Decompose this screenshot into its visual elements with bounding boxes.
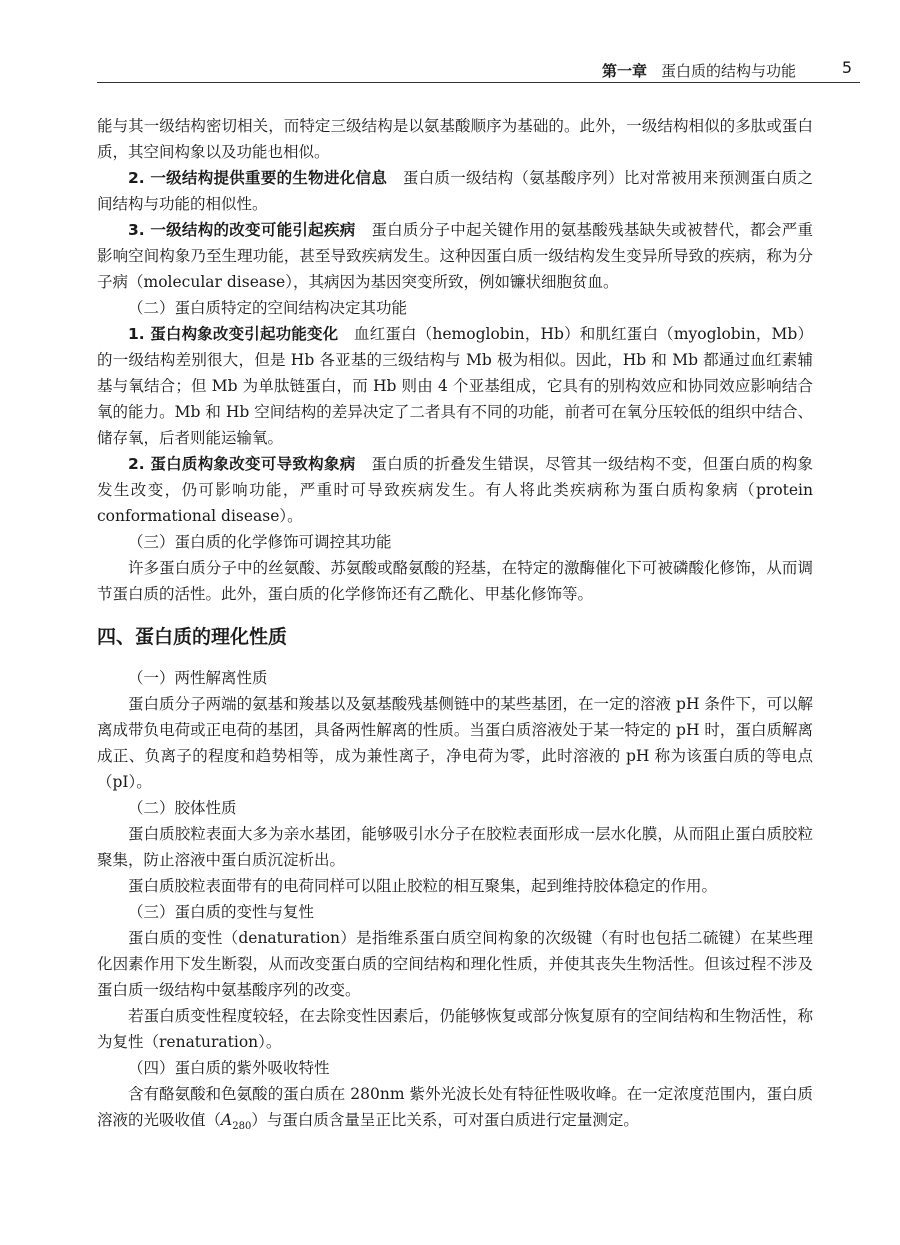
paragraph-body: 蛋白质的折叠发生错误，尽管其一级结构不变，但蛋白质的构象发生改变，仍可影响功能，严重时可导致疾病发生。有人将此类疾病称为蛋白质构象病（protein conformational disease）。 (97, 455, 813, 525)
section-heading: 四、蛋白质的理化性质 (97, 626, 288, 648)
paragraph: 蛋白质胶粒表面大多为亲水基团，能够吸引水分子在胶粒表面形成一层水化膜，从而阻止蛋白质胶粒聚集，防止溶液中蛋白质沉淀析出。 (97, 825, 813, 869)
paragraph-text: ）与蛋白质含量呈正比关系，可对蛋白质进行定量测定。 (251, 1111, 639, 1129)
chapter-number: 第一章 (601, 62, 647, 80)
paragraph: 蛋白质分子两端的氨基和羧基以及氨基酸残基侧链中的某些基团，在一定的溶液 pH 条件下，可以解离成带负电荷或正电荷的基团，具备两性解离的性质。当蛋白质溶液处于某一特定的 pH 时，蛋白质解离成正、负离子的程度和趋势相等，成为兼性离子，净电荷为零，此时溶液的 pH 称为该蛋白质的等电点（pI）。 (97, 695, 813, 791)
subsection-heading: （四）蛋白质的紫外吸收特性 (128, 1059, 330, 1077)
subsection-heading: （一）两性解离性质 (128, 669, 268, 687)
page-body (97, 113, 813, 1133)
paragraph: 若蛋白质变性程度较轻，在去除变性因素后，仍能够恢复或部分恢复原有的空间结构和生物活性，称为复性（renaturation）。 (97, 1007, 813, 1051)
paragraph-body: 血红蛋白（hemoglobin，Hb）和肌红蛋白（myoglobin，Mb）的一级结构差别很大，但是 Hb 各亚基的三级结构与 Mb 极为相似。因此，Hb 和 Mb 都通过血红素辅基与氧结合；但 Mb 为单肽链蛋白，而 Hb 则由 4 个亚基组成，它具有的别构效应和协同效应影响结合氧的能力。Mb 和 Hb 空间结构的差异决定了二者具有不同的功能，前者可在氧分压较低的组织中结合、储存氧，后者则能运输氧。 (97, 325, 813, 447)
subsection-heading: （二）胶体性质 (128, 799, 237, 817)
paragraph (97, 1081, 813, 1133)
subsection-heading: （三）蛋白质的变性与复性 (128, 903, 315, 921)
paragraph-lead: 1. 蛋白构象改变引起功能变化 (128, 325, 339, 343)
absorbance-symbol: A (221, 1111, 233, 1129)
paragraph-lead: 3. 一级结构的改变可能引起疾病 (128, 221, 356, 239)
paragraph (97, 321, 813, 451)
paragraph: 蛋白质胶粒表面带有的电荷同样可以阻止胶粒的相互聚集，起到维持胶体稳定的作用。 (128, 877, 718, 895)
absorbance-subscript: 280 (232, 1121, 252, 1133)
paragraph-lead: 2. 蛋白质构象改变可导致构象病 (128, 455, 356, 473)
paragraph: 能与其一级结构密切相关，而特定三级结构是以氨基酸顺序为基础的。此外，一级结构相似的多肽或蛋白质，其空间构象以及功能也相似。 (97, 117, 813, 161)
paragraph-body: 蛋白质一级结构（氨基酸序列）比对常被用来预测蛋白质之间结构与功能的相似性。 (97, 169, 813, 213)
paragraph: 蛋白质的变性（denaturation）是指维系蛋白质空间构象的次级键（有时也包括二硫键）在某些理化因素作用下发生断裂，从而改变蛋白质的空间结构和理化性质，并使其丧失生物活性。但该过程不涉及蛋白质一级结构中氨基酸序列的改变。 (97, 929, 813, 999)
paragraph-text: 含有酪氨酸和色氨酸的蛋白质在 280nm 紫外光波长处有特征性吸收峰。在一定浓度范围内，蛋白质溶液的光吸收值（ (97, 1085, 813, 1129)
paragraph: 许多蛋白质分子中的丝氨酸、苏氨酸或酪氨酸的羟基，在特定的激酶催化下可被磷酸化修饰，从而调节蛋白质的活性。此外，蛋白质的化学修饰还有乙酰化、甲基化修饰等。 (97, 559, 813, 603)
running-header (97, 58, 860, 83)
chapter-heading (602, 60, 796, 81)
chapter-title: 蛋白质的结构与功能 (660, 62, 796, 80)
paragraph (97, 451, 813, 529)
page-number: 5 (841, 58, 852, 77)
paragraph (97, 217, 813, 295)
paragraph-body: 蛋白质分子中起关键作用的氨基酸残基缺失或被替代，都会严重影响空间构象乃至生理功能，甚至导致疾病发生。这种因蛋白质一级结构发生变异所导致的疾病，称为分子病（molecular disease），其病因为基因突变所致，例如镰状细胞贫血。 (97, 221, 813, 291)
subsection-heading: （三）蛋白质的化学修饰可调控其功能 (128, 533, 392, 551)
subsection-heading: （二）蛋白质特定的空间结构决定其功能 (128, 299, 408, 317)
paragraph (97, 165, 813, 217)
paragraph-lead: 2. 一级结构提供重要的生物进化信息 (128, 169, 388, 187)
